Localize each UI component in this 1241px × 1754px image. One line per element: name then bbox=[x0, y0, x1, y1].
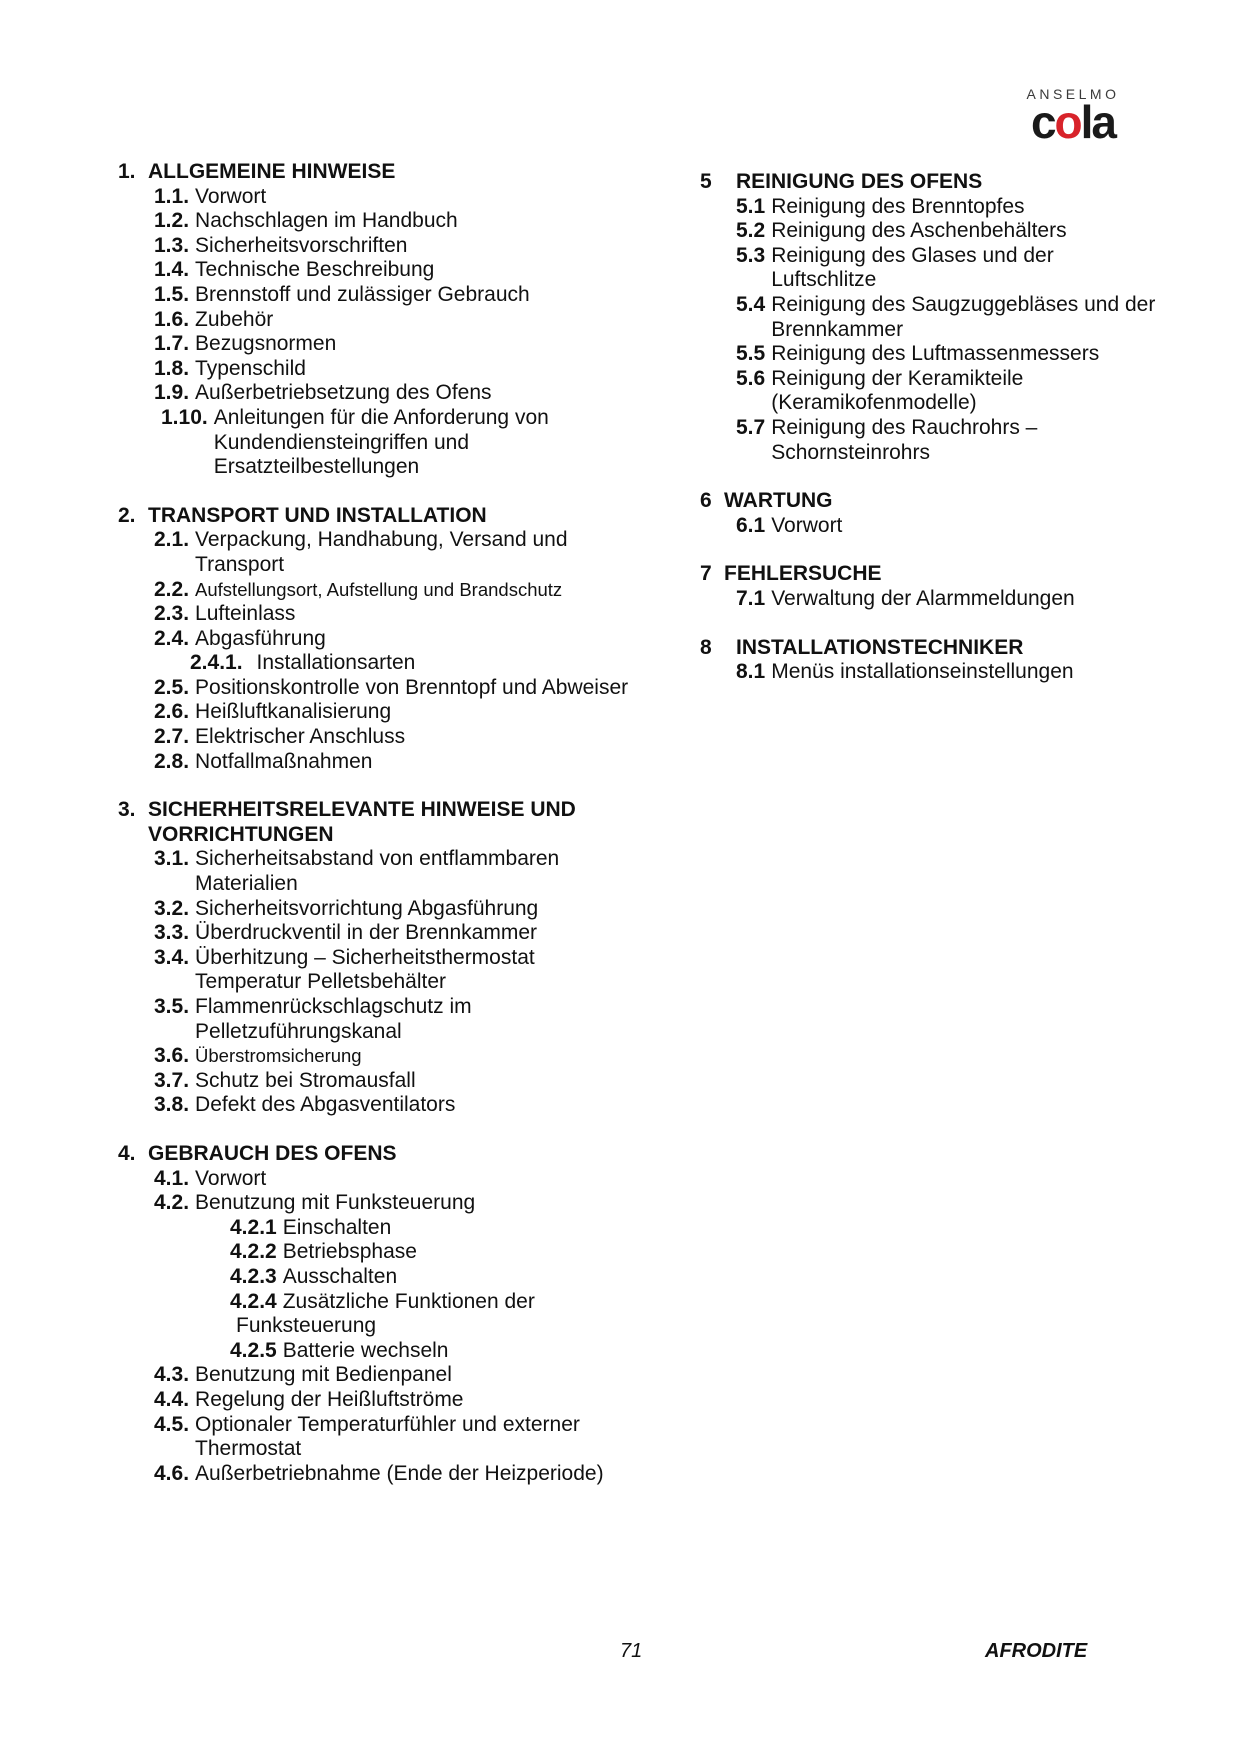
toc-entry[interactable]: 2.1. Verpackung, Handhabung, Versand und Transport bbox=[154, 528, 568, 576]
toc-entry[interactable]: 3.1. Sicherheitsabstand von entflammbaren Materialien bbox=[154, 847, 560, 896]
section-heading[interactable]: 6 WARTUNG bbox=[700, 489, 833, 513]
toc-subentry[interactable]: 4.2.4 Zusätzliche Funktionen der bbox=[230, 1289, 535, 1313]
toc-entry[interactable]: 2.7. Elektrischer Anschluss bbox=[154, 725, 406, 749]
toc-entry[interactable]: 5.4 Reinigung des Saugzuggebläses und der Brennkammer bbox=[736, 292, 1156, 341]
toc-entry[interactable]: 1.4. Technische Beschreibung bbox=[154, 258, 435, 282]
toc-section-7 bbox=[700, 562, 1170, 611]
section-heading[interactable]: 7 FEHLERSUCHE bbox=[700, 562, 882, 586]
toc-entry[interactable]: 2.4. Abgasführung bbox=[154, 626, 326, 650]
toc-entry[interactable]: 5.7 Reinigung des Rauchrohrs – Schornsteinrohrs bbox=[736, 415, 1038, 464]
section-heading[interactable]: 1. ALLGEMEINE HINWEISE bbox=[118, 160, 396, 183]
toc-section-6 bbox=[700, 489, 1170, 538]
toc-entry[interactable]: 1.8. Typenschild bbox=[154, 356, 306, 380]
section-heading[interactable]: 2. TRANSPORT UND INSTALLATION bbox=[118, 503, 487, 527]
page-number: 71 bbox=[620, 1640, 643, 1662]
toc-entry[interactable]: 3.4. Überhitzung – Sicherheitsthermostat Temperatur Pelletsbehälter bbox=[154, 945, 535, 994]
toc-entry[interactable]: 4.2. Benutzung mit Funksteuerung bbox=[154, 1191, 476, 1215]
toc-section-1 bbox=[118, 160, 678, 480]
toc-entry[interactable]: 1.7. Bezugsnormen bbox=[154, 332, 337, 356]
logo-main-text: cola bbox=[1030, 96, 1116, 148]
toc-entry[interactable]: 1.6. Zubehör bbox=[154, 307, 274, 331]
toc-subentry[interactable]: 2.4.1. Installationsarten bbox=[190, 651, 416, 675]
toc-entry[interactable]: 2.3. Lufteinlass bbox=[154, 602, 296, 626]
toc-entry[interactable]: 3.8. Defekt des Abgasventilators bbox=[154, 1093, 456, 1117]
toc-entry[interactable]: 1.3. Sicherheitsvorschriften bbox=[154, 233, 408, 257]
toc-section-2 bbox=[118, 504, 678, 775]
toc-entry[interactable]: 6.1 Vorwort bbox=[736, 513, 843, 537]
toc-left-column bbox=[118, 160, 678, 1510]
toc-entry[interactable]: 3.7. Schutz bei Stromausfall bbox=[154, 1068, 416, 1092]
toc-section-5 bbox=[700, 170, 1170, 465]
toc-entry[interactable]: 5.5 Reinigung des Luftmassenmessers bbox=[736, 342, 1100, 366]
model-name: AFRODITE bbox=[985, 1640, 1088, 1662]
toc-entry[interactable]: 1.5. Brennstoff und zulässiger Gebrauch bbox=[154, 282, 530, 306]
toc-entry[interactable]: 2.8. Notfallmaßnahmen bbox=[154, 749, 373, 773]
brand-logo bbox=[1018, 86, 1128, 148]
toc-subentry[interactable]: 4.2.3 Ausschalten bbox=[230, 1264, 398, 1288]
toc-entry[interactable]: 3.3. Überdruckventil in der Brennkammer bbox=[154, 921, 537, 945]
toc-entry[interactable]: 3.6. Überstromsicherung bbox=[154, 1044, 362, 1068]
toc-entry[interactable]: 3.5. Flammenrückschlagschutz im Pelletzuführungskanal bbox=[154, 995, 472, 1043]
toc-section-8 bbox=[700, 636, 1170, 685]
toc-entry[interactable]: 4.3. Benutzung mit Bedienpanel bbox=[154, 1363, 452, 1387]
toc-right-column bbox=[700, 170, 1170, 709]
toc-section-3 bbox=[118, 798, 678, 1118]
toc-entry[interactable]: 5.3 Reinigung des Glases und der Luftschlitze bbox=[736, 243, 1054, 292]
toc-entry[interactable]: 4.4. Regelung der Heißluftströme bbox=[154, 1387, 464, 1411]
toc-entry[interactable]: 4.6. Außerbetriebnahme (Ende der Heizperiode) bbox=[154, 1461, 604, 1485]
toc-entry[interactable]: 7.1 Verwaltung der Alarmmeldungen bbox=[736, 586, 1075, 610]
toc-entry[interactable]: 5.6 Reinigung der Keramikteile (Keramikofenmodelle) bbox=[736, 366, 1024, 415]
toc-section-4 bbox=[118, 1142, 678, 1486]
toc-entry[interactable]: 1.9. Außerbetriebsetzung des Ofens bbox=[154, 381, 492, 405]
toc-entry[interactable]: 5.2 Reinigung des Aschenbehälters bbox=[736, 219, 1067, 243]
section-heading[interactable]: 5 REINIGUNG DES OFENS bbox=[700, 170, 983, 193]
toc-entry[interactable]: 2.2. Aufstellungsort, Aufstellung und Brandschutz bbox=[154, 577, 563, 601]
toc-entry[interactable]: 2.6. Heißluftkanalisierung bbox=[154, 700, 392, 724]
toc-entry[interactable]: 1.10. Anleitungen für die Anforderung von Kundendiensteingriffen und Ersatzteilbestellungen bbox=[161, 405, 549, 479]
toc-entry[interactable]: 4.5. Optionaler Temperaturfühler und externer Thermostat bbox=[154, 1412, 580, 1461]
toc-entry[interactable]: 1.2. Nachschlagen im Handbuch bbox=[154, 209, 458, 233]
toc-entry[interactable]: 5.1 Reinigung des Brenntopfes bbox=[736, 194, 1025, 218]
toc-entry[interactable]: 3.2. Sicherheitsvorrichtung Abgasführung bbox=[154, 896, 539, 920]
toc-entry[interactable]: 1.1. Vorwort bbox=[154, 184, 267, 208]
toc-subentry[interactable]: 4.2.5 Batterie wechseln bbox=[230, 1338, 449, 1362]
logo-top-text: ANSELMO bbox=[1026, 86, 1120, 102]
section-heading[interactable]: 8 INSTALLATIONSTECHNIKER bbox=[700, 635, 1024, 659]
toc-subentry-continuation[interactable]: Funksteuerung bbox=[236, 1314, 377, 1338]
section-heading[interactable]: 3. SICHERHEITSRELEVANTE HINWEISE UND VORRICHTUNGEN bbox=[118, 798, 576, 846]
toc-entry[interactable]: 2.5. Positionskontrolle von Brenntopf und Abweiser bbox=[154, 675, 629, 699]
toc-entry[interactable]: 4.1. Vorwort bbox=[154, 1166, 267, 1190]
toc-entry[interactable]: 8.1 Menüs installationseinstellungen bbox=[736, 660, 1074, 684]
section-heading[interactable]: 4. GEBRAUCH DES OFENS bbox=[118, 1141, 397, 1165]
toc-subentry[interactable]: 4.2.2 Betriebsphase bbox=[230, 1240, 417, 1264]
toc-subentry[interactable]: 4.2.1 Einschalten bbox=[230, 1215, 392, 1239]
